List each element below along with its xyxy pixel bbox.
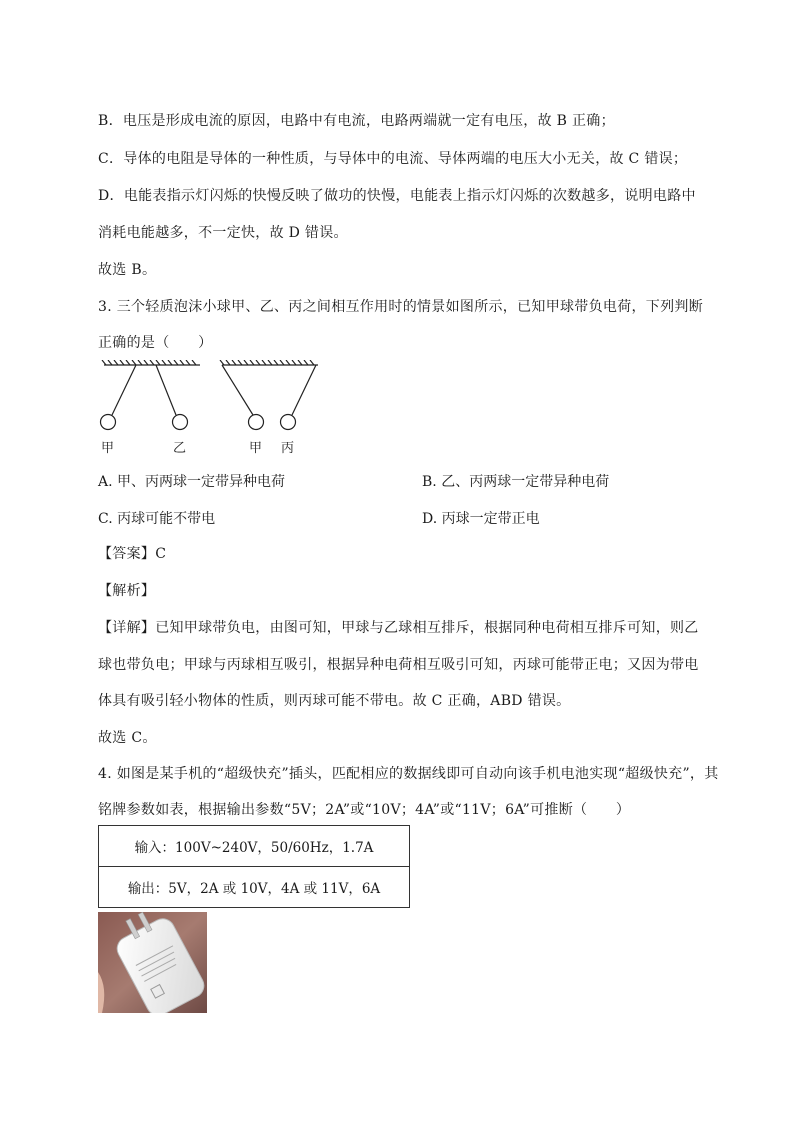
thread xyxy=(222,365,253,415)
ceiling-right xyxy=(220,360,318,365)
spec-input-cell: 输入：100V~240V，50/60Hz，1.7A xyxy=(99,826,410,867)
ball-jia-left xyxy=(101,415,116,430)
thread xyxy=(112,365,136,415)
option-d: D. 丙球一定带正电 xyxy=(422,511,540,527)
text-line: 消耗电能越多，不一定快，故 D 错误。 xyxy=(98,225,348,241)
question-4-stem: 铭牌参数如表，根据输出参数“5V；2A”或“10V；4A”或“11V；6A”可推断（ ） xyxy=(98,802,631,818)
text-line: C．导体的电阻是导体的一种性质，与导体中的电流、导体两端的电压大小无关，故 C 错误； xyxy=(98,151,688,167)
detail-line: 球也带负电；甲球与丙球相互吸引，根据异种电荷相互吸引可知，丙球可能带正电；又因为带电 xyxy=(98,657,699,673)
conclusion-line: 故选 C。 xyxy=(98,730,157,746)
detail-line: 【详解】已知甲球带负电，由图可知，甲球与乙球相互排斥，根据同种电荷相互排斥可知，则乙 xyxy=(98,620,699,636)
ball-bing xyxy=(281,415,296,430)
label-bing: 丙 xyxy=(281,441,295,456)
detail-line: 体具有吸引轻小物体的性质，则丙球可能不带电。故 C 正确，ABD 错误。 xyxy=(98,693,571,709)
text-line: 故选 B。 xyxy=(98,262,157,278)
thread xyxy=(156,365,176,415)
question-4-stem: 4. 如图是某手机的“超级快充”插头，匹配相应的数据线即可自动向该手机电池实现“超级快充”，其 xyxy=(98,766,719,782)
option-c: C. 丙球可能不带电 xyxy=(98,511,216,527)
analysis-heading: 【解析】 xyxy=(98,583,156,599)
option-b: B. 乙、丙两球一定带异种电荷 xyxy=(422,474,610,490)
label-yi: 乙 xyxy=(173,441,187,456)
label-jia-left: 甲 xyxy=(101,441,115,456)
question-3-stem: 3. 三个轻质泡沫小球甲、乙、丙之间相互作用时的情景如图所示，已知甲球带负电荷，下列判断 xyxy=(98,299,704,315)
spec-output-cell: 输出：5V，2A 或 10V，4A 或 11V，6A xyxy=(99,867,410,908)
ceiling-left xyxy=(102,360,200,365)
option-a: A. 甲、丙两球一定带异种电荷 xyxy=(98,474,286,490)
thread xyxy=(292,365,316,415)
answer-line: 【答案】C xyxy=(98,546,167,562)
ball-jia-right xyxy=(249,415,264,430)
text-line: D．电能表指示灯闪烁的快慢反映了做功的快慢，电能表上指示灯闪烁的次数越多，说明电路中 xyxy=(98,188,696,204)
pendulum-figure xyxy=(98,360,338,460)
charger-photo xyxy=(98,912,207,1013)
question-3-stem: 正确的是（ ） xyxy=(98,335,213,351)
label-jia-right: 甲 xyxy=(249,441,263,456)
ball-yi xyxy=(173,415,188,430)
text-line: B．电压是形成电流的原因，电路中有电流，电路两端就一定有电压，故 B 正确； xyxy=(98,113,615,129)
spec-table xyxy=(98,825,410,908)
